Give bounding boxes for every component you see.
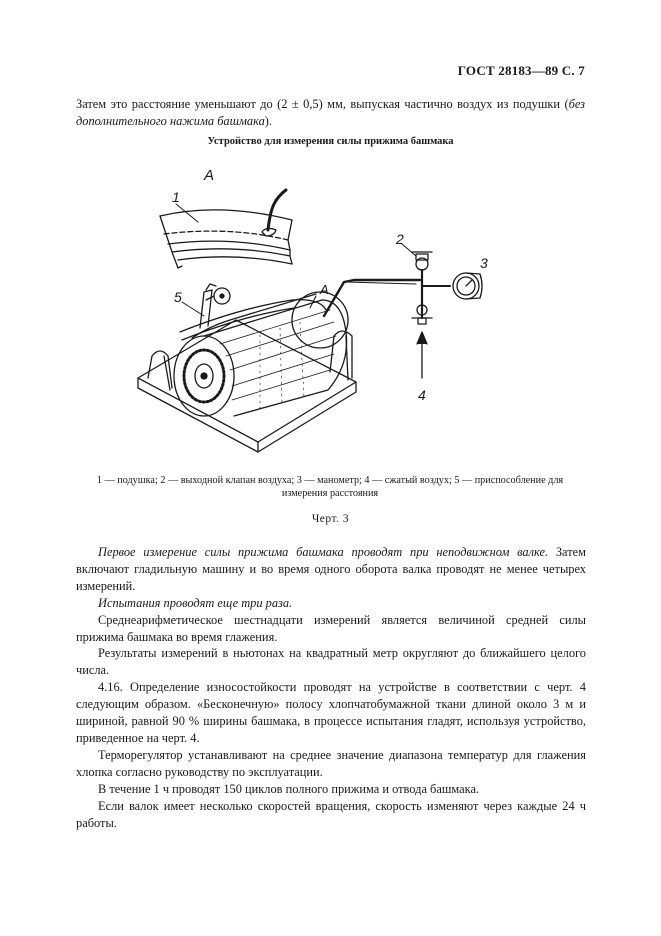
outlet-valve bbox=[395, 231, 432, 270]
detail-label: А bbox=[320, 282, 329, 297]
paragraph-cycles: В течение 1 ч проводят 150 циклов полного прижима и отвода башмака. bbox=[98, 781, 480, 796]
distance-gauge bbox=[174, 284, 230, 328]
p2-italic: Испытания проводят еще три раза. bbox=[98, 595, 293, 610]
paragraph-4-16: 4.16. Определение износостойкости проводят на устройстве в соответствии с черт. 4 следующим образом. «Бесконечную» полосу хлопчатобумажной ткани длиной около 3 м и шириной, равной 90 % ширины башмака, в процессе испытания гладят, используя устройство, приведенное на черт. 4. bbox=[76, 680, 586, 745]
paragraph-thermostat: Терморегулятор устанавливают на среднее значение диапазона температур для глажения хлопка согласно руководству по эксплуатации. bbox=[76, 747, 586, 779]
paragraph-speeds: Если валок имеет несколько скоростей вращения, скорость изменяют через каждые 24 ч работы. bbox=[76, 798, 586, 830]
paragraph-average: Среднеарифметическое шестнадцати измерений является величиной средней силы прижима башмака во время глажения. bbox=[76, 612, 586, 644]
air-line bbox=[324, 270, 450, 318]
callout-4: 4 bbox=[418, 387, 426, 403]
intro-italic: без дополнительного нажима башмака bbox=[76, 97, 585, 128]
callout-3: 3 bbox=[480, 255, 488, 271]
paragraph-rounding: Результаты измерений в ньютонах на квадратный метр округляют до ближайшего целого числа. bbox=[76, 646, 586, 678]
p1-rest: Затем включают гладильную машину и во время одного оборота валка проводят не менее четырех измерений. bbox=[76, 545, 586, 593]
technical-drawing bbox=[120, 160, 540, 470]
air-inlet bbox=[412, 305, 432, 403]
manometer bbox=[453, 255, 488, 299]
detail-view-cushion bbox=[160, 189, 292, 268]
page-header: ГОСТ 28183—89 С. 7 bbox=[457, 63, 585, 78]
p1-italic: Первое измерение силы прижима башмака проводят при неподвижном валке. bbox=[98, 545, 549, 559]
intro-text-2: ). bbox=[264, 114, 273, 128]
intro-text-1: Затем это расстояние уменьшают до (2 ± 0,5) мм, выпуская частично воздух из подушки ( bbox=[76, 97, 569, 111]
callout-5: 5 bbox=[174, 289, 182, 305]
paragraph-repeat bbox=[76, 595, 586, 612]
figure-caption: 1 — подушка; 2 — выходной клапан воздуха; 3 — манометр; 4 — сжатый воздух; 5 — приспособление для измерения расстояния bbox=[96, 475, 564, 499]
ironing-roller bbox=[174, 294, 347, 416]
figure-number: Черт. 3 bbox=[311, 513, 350, 525]
figure-title: Устройство для измерения силы прижима башмака bbox=[207, 136, 454, 147]
roller-supports bbox=[148, 331, 352, 390]
callout-2: 2 bbox=[396, 231, 404, 247]
intro-paragraph bbox=[76, 96, 585, 130]
paragraph-first-measurement bbox=[76, 544, 586, 595]
callout-1: 1 bbox=[172, 189, 180, 205]
view-label: А bbox=[204, 167, 215, 184]
body-text bbox=[76, 544, 586, 831]
